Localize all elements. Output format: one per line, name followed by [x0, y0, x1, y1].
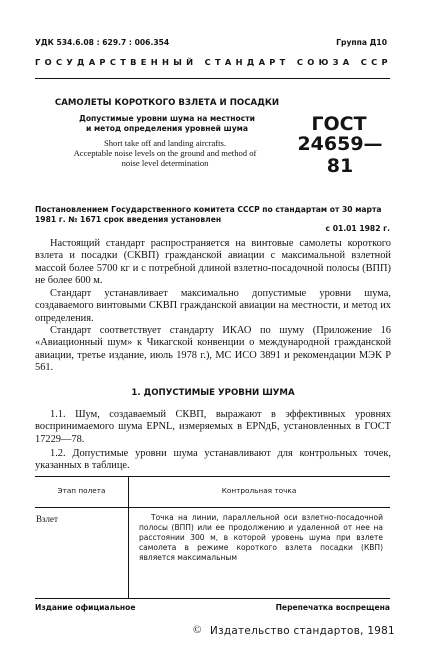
- effective-date: с 01.01 1982 г.: [325, 224, 390, 233]
- document-title-en: [40, 138, 290, 168]
- table-header-stage: Этап полета: [57, 486, 106, 495]
- document-subtitle-ru: [52, 114, 282, 134]
- subtitle-line-2: и метод определения уровней шума: [86, 124, 248, 133]
- standard-title: ГОСУДАРСТВЕННЫЙ СТАНДАРТ СОЮЗА ССР: [35, 57, 392, 67]
- title-en-line-1: Short take off and landing aircrafts.: [103, 138, 227, 148]
- decree-line-2: 1981 г. № 1671 срок введения установлен: [35, 215, 222, 224]
- title-en-line-2: Acceptable noise levels on the ground and method of: [73, 148, 257, 158]
- edition-note: Издание официальное: [35, 603, 136, 612]
- paragraph-1-1: 1.1. Шум, создаваемый СКВП, выражают в эффективных уровнях воспринимаемого шума EPNL, измеряемых в EPNдБ, установленных в ГОСТ 17229—78.: [35, 409, 391, 445]
- gost-number: 24659—81: [297, 133, 383, 177]
- group-code: Группа Д10: [336, 38, 387, 47]
- table-cell-stage: Взлет: [36, 514, 58, 524]
- udk-code: УДК 534.6.08 : 629.7 : 006.354: [35, 38, 170, 47]
- paragraph-1-2: 1.2. Допустимые уровни шума устанавливают для контрольных точек, указанных в таблице.: [35, 448, 391, 472]
- title-en-line-3: noise level determination: [121, 158, 209, 168]
- table-cell-point: Точка на линии, параллельной оси взлетно-посадочной полосы (ВПП) или ее продолжению и удаленной от нее на расстоянии 300 м, в которой уровень шума при взлете самолета в режиме короткого взлета посадки (КВП) является максимальным: [139, 513, 383, 562]
- header-rule: [35, 78, 390, 79]
- gost-label: ГОСТ: [311, 113, 367, 135]
- decree-text: [35, 205, 390, 225]
- paragraph-purpose: Стандарт устанавливает максимально допустимые уровни шума, создаваемого винтовыми СКВП гражданской авиации на местности, и метод их определения.: [35, 288, 391, 324]
- subtitle-line-1: Допустимые уровни шума на местности: [79, 114, 255, 123]
- decree-line-1: Постановлением Государственного комитета СССР по стандартам от 30 марта: [35, 205, 382, 214]
- copyright-icon: ©: [193, 624, 202, 636]
- reprint-note: Перепечатка воспрещена: [275, 603, 390, 612]
- document-title-ru: САМОЛЕТЫ КОРОТКОГО ВЗЛЕТА И ПОСАДКИ: [54, 98, 280, 108]
- footer-rule: [35, 598, 390, 599]
- copyright-text: Издательство стандартов, 1981: [210, 625, 395, 637]
- section-heading: 1. ДОПУСТИМЫЕ УРОВНИ ШУМА: [131, 388, 295, 398]
- table-header-rule: [35, 507, 390, 508]
- table-top-rule: [35, 476, 390, 477]
- table-header-point: Контрольная точка: [221, 486, 297, 495]
- paragraph-scope: Настоящий стандарт распространяется на винтовые самолеты короткого взлета и посадки (СКВП) гражданской авиации с максимальной взлетной массой более 5700 кг и с потребной длиной взлетно-посадочной полосы (ВПП) не более 600 м.: [35, 238, 391, 287]
- paragraph-compliance: Стандарт соответствует стандарту ИКАО по шуму (Приложение 16 «Авиационный шум» к Чикагской конвенции о международной гражданской авиации, третье издание, июль 1978 г.), МС ИСО 3891 и рекомендации МЭК Р 561.: [35, 325, 391, 374]
